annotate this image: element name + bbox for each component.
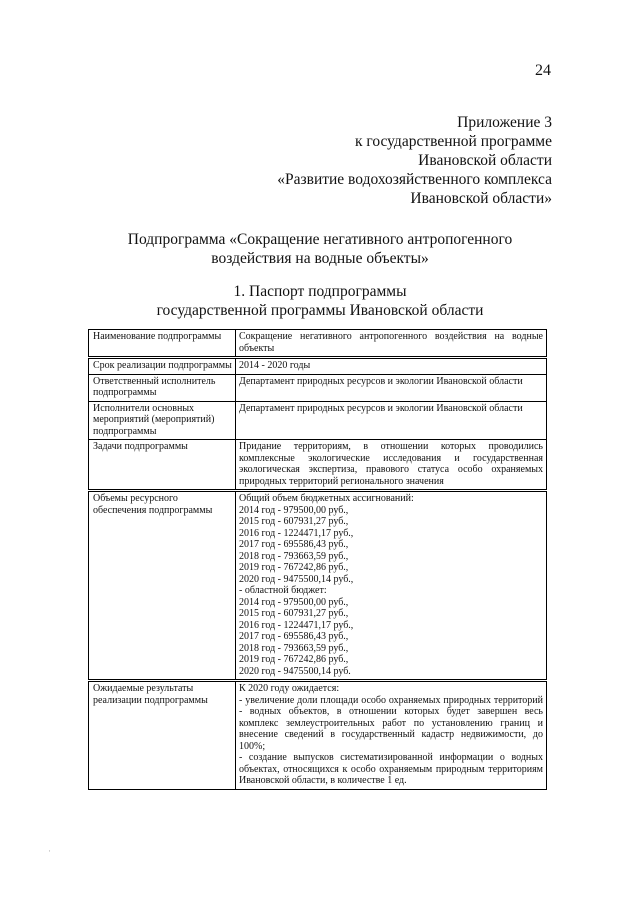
result-line: - создание выпусков систематизированной информации о водных объектах, относящихся к особо охраняемым природным территориям Ивановской области, в количестве 1 ед. [239, 752, 543, 786]
funding-line: 2015 год - 607931,27 руб., [239, 516, 349, 527]
table-row [89, 401, 547, 440]
funding-line: 2020 год - 9475500,14 руб. [239, 665, 351, 677]
row-value: Придание территориям, в отношении которых проводились комплексные экологические исследования и государственная экологическая экспертиза, правового статуса особо охраняемых природных территорий регионального значения [236, 440, 547, 491]
subprogram-title [0, 230, 640, 268]
passport-table [88, 329, 547, 790]
passport-title-line: государственной программы Ивановской области [156, 302, 484, 319]
row-value: Сокращение негативного антропогенного воздействия на водные объекты [236, 330, 547, 358]
funding-line: 2014 год - 979500,00 руб., [239, 504, 349, 516]
row-label: Срок реализации подпрограммы [89, 358, 236, 375]
row-label: Исполнители основных мероприятий (мероприятий) подпрограммы [89, 401, 236, 440]
row-value: Департамент природных ресурсов и экологии Ивановской области [236, 374, 547, 401]
table-row [89, 491, 547, 681]
appendix-line: Ивановской области» [410, 190, 552, 207]
row-label: Ответственный исполнитель подпрограммы [89, 374, 236, 401]
passport-title-line: 1. Паспорт подпрограммы [233, 283, 407, 300]
subprogram-title-line: воздействия на водные объекты» [211, 250, 429, 267]
row-label: Наименование подпрограммы [89, 330, 236, 358]
table-row [89, 330, 547, 358]
funding-line: 2019 год - 767242,86 руб., [239, 562, 349, 573]
appendix-header [277, 113, 552, 208]
row-label: Объемы ресурсного обеспечения подпрограммы [89, 491, 236, 681]
row-value-list [236, 681, 547, 790]
funding-line: Общий объем бюджетных ассигнований: [239, 493, 414, 504]
row-label: Ожидаемые результаты реализации подпрограммы [89, 681, 236, 790]
row-label: Задачи подпрограммы [89, 440, 236, 491]
table-row [89, 358, 547, 375]
funding-line: 2016 год - 1224471,17 руб., [239, 619, 354, 631]
page-number: 24 [535, 62, 551, 79]
row-value: 2014 - 2020 годы [236, 358, 547, 375]
row-value-list [236, 491, 547, 681]
table-row [89, 681, 547, 790]
funding-line: 2015 год - 607931,27 руб., [239, 608, 349, 619]
funding-line: 2016 год - 1224471,17 руб., [239, 527, 354, 539]
appendix-line: «Развитие водохозяйственного комплекса [277, 171, 552, 188]
funding-line: 2020 год - 9475500,14 руб., [239, 573, 354, 585]
passport-title [0, 282, 640, 320]
row-value: Департамент природных ресурсов и экологии Ивановской области [236, 401, 547, 440]
subprogram-title-line: Подпрограмма «Сокращение негативного антропогенного [127, 231, 513, 248]
table-row [89, 440, 547, 491]
scan-mark: · [48, 846, 51, 856]
funding-line: 2018 год - 793663,59 руб., [239, 642, 349, 654]
funding-line: 2019 год - 767242,86 руб., [239, 654, 349, 665]
appendix-line: к государственной программе [354, 133, 552, 150]
funding-line: - областной бюджет: [239, 585, 327, 596]
funding-line: 2017 год - 695586,43 руб., [239, 539, 349, 550]
funding-line: 2017 год - 695586,43 руб., [239, 631, 349, 642]
table-row [89, 374, 547, 401]
funding-line: 2014 год - 979500,00 руб., [239, 596, 349, 608]
result-line: К 2020 году ожидается: [239, 683, 340, 694]
appendix-line: Ивановской области [418, 152, 552, 169]
appendix-line: Приложение 3 [457, 114, 552, 131]
result-line: - увеличение доли площади особо охраняемых природных территорий - водных объектов, в отношении которых будет завершен весь комплекс землеустроительных работ по установлению границ и внесение сведений в государственный кадастр недвижимости, до 100%; [239, 694, 543, 752]
funding-line: 2018 год - 793663,59 руб., [239, 550, 349, 562]
